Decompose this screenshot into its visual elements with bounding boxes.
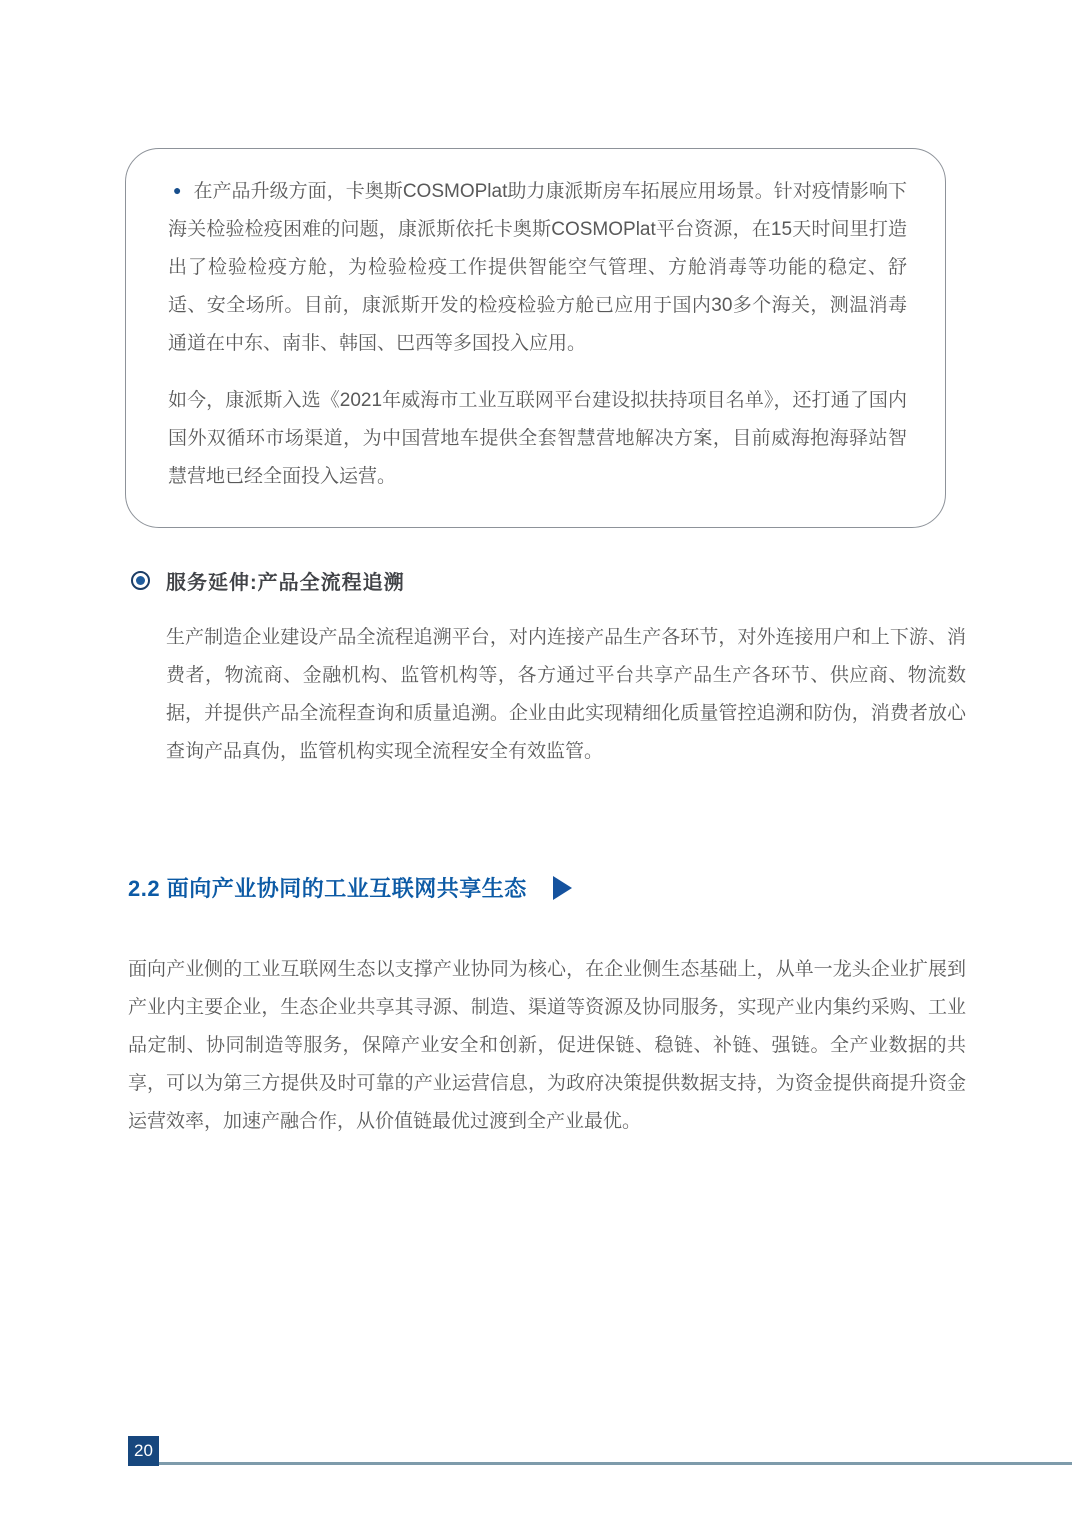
callout-bullet-text: 在产品升级方面，卡奥斯COSMOPlat助力康派斯房车拓展应用场景。针对疫情影响下海关检验检疫困难的问题，康派斯依托卡奥斯COSMOPlat平台资源，在15天时间里打造出了检验检疫方舱，为检验检疫工作提供智能空气管理、方舱消毒等功能的稳定、舒适、安全场所。目前，康派斯开发的检疫检验方舱已应用于国内30多个海关，测温消毒通道在中东、南非、韩国、巴西等多国投入应用。 <box>168 181 907 354</box>
section-2-2-paragraph: 面向产业侧的工业互联网生态以支撑产业协同为核心，在企业侧生态基础上，从单一龙头企业扩展到产业内主要企业，生态企业共享其寻源、制造、渠道等资源及协同服务，实现产业内集约采购、工业品定制、协同制造等服务，保障产业安全和创新，促进保链、稳链、补链、强链。全产业数据的共享，可以为第三方提供及时可靠的产业运营信息，为政府决策提供数据支持，为资金提供商提升资金运营效率，加速产融合作，从价值链最优过渡到全产业最优。 <box>128 959 966 1132</box>
section-2-2-title: 2.2 面向产业协同的工业互联网共享生态 <box>128 876 527 901</box>
footer-divider <box>159 1462 1072 1465</box>
callout-bullet-item <box>168 173 907 363</box>
callout-second-paragraph: 如今，康派斯入选《2021年威海市工业互联网平台建设拟扶持项目名单》，还打通了国内国外双循环市场渠道，为中国营地车提供全套智慧营地解决方案，目前威海抱海驿站智慧营地已经全面投入运营。 <box>168 390 907 487</box>
callout-box <box>125 148 946 528</box>
target-bullet-dot <box>136 576 145 585</box>
service-section-paragraph: 生产制造企业建设产品全流程追溯平台，对内连接产品生产各环节，对外连接用户和上下游、消费者，物流商、金融机构、监管机构等，各方通过平台共享产品生产各环节、供应商、物流数据，并提供产品全流程查询和质量追溯。企业由此实现精细化质量管控追溯和防伪，消费者放心查询产品真伪，监管机构实现全流程安全有效监管。 <box>166 627 966 762</box>
target-bullet-icon <box>131 571 150 590</box>
service-section-header <box>131 566 405 595</box>
page-number-badge: 20 <box>128 1436 159 1466</box>
bullet-icon: ● <box>173 182 182 198</box>
section-2-2-heading <box>128 872 572 903</box>
service-section-title: 服务延伸:产品全流程追溯 <box>166 572 405 594</box>
triangle-right-icon <box>553 876 572 900</box>
